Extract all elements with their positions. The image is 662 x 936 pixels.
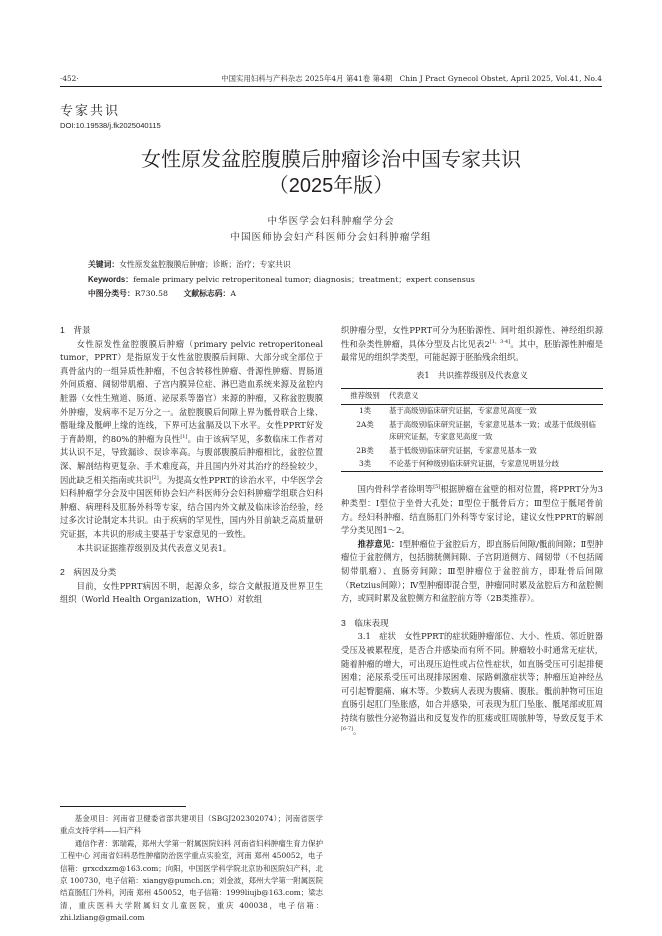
citation: [6-7] (341, 726, 353, 733)
clc-value: R730.58 (134, 289, 168, 298)
table-1 (341, 388, 603, 472)
citation: [5] (433, 484, 441, 491)
section-1-heading: 1 背景 (60, 325, 91, 335)
table-header-cell: 代表意义 (389, 389, 603, 405)
funding-text: 基金项目：河南省卫健委省部共建项目（SBGJ202302074）；河南省医学重点支持学科——妇产科 (60, 814, 323, 836)
author-groups (60, 214, 602, 246)
section-3-heading: 3 临床表现 (341, 617, 389, 628)
table-cell-meaning: 不论基于何种级别临床研究证据，专家意见明显分歧 (389, 458, 603, 472)
paragraph-table-ref: 本共识证据推荐级别及其代表意义见表1。 (76, 542, 232, 553)
running-header (60, 72, 602, 87)
table-cell-level: 2A类 (356, 419, 374, 429)
paragraph-anatomical-types: 国内骨科学者徐明等[5]根据肿瘤在盆壁的相对位置，将PPRT分为3种类型：Ⅰ型位于坐骨大孔处；Ⅱ型位于骶骨后方；Ⅲ型位于骶尾骨前方。经妇科肿瘤、结直肠肛门外科等专家讨论，建议女性PPRT的解剖学分类见图1～2。 (341, 484, 603, 536)
title-line-2: （2025年版） (268, 175, 394, 197)
paragraph-symptoms: 3.1 症状 女性PPRT的症状随肿瘤部位、大小、性质、邻近脏器受压及被累程度，是否合并感染而有所不同。肿瘤较小时通常无症状，随着肿瘤的增大，可出现压迫性或占位性症状，如直肠受压可引起排便困难；泌尿系受压可出现排尿困难、尿路刺激症状等；肿瘤压迫神经丛可引起臀腿痛、麻木等。少数病人表现为腹痛、腹胀。骶前肿物可压迫直肠引起肛门坠胀感，如合并感染，可表现为肛门坠胀、骶尾部或肛周持续有脓性分泌物溢出和反复发作的肛瘘或肛周脓肿等，导致反复手术[6-7]。 (341, 631, 603, 737)
classification (88, 287, 602, 302)
table-cell-level: 2B类 (356, 445, 374, 455)
paragraph-etiology: 目前，女性PPRT病因不明，起源众多，综合文献报道及世界卫生组织（World Health Organization，WHO）对软组 (60, 580, 323, 605)
author-line-1: 中华医学会妇科肿瘤学分会 (267, 216, 395, 227)
citation: [1，3-4] (489, 338, 511, 345)
keywords-cn-label: 关键词： (88, 260, 120, 269)
table-header-row (341, 389, 603, 405)
keywords-en-value: female primary pelvic retroperitoneal tumor; diagnosis；treatment；expert consensus (133, 274, 475, 284)
paragraph-recommendation: 推荐意见：Ⅰ型肿瘤位于盆腔后方，即直肠后间隙/骶前间隙；Ⅱ型肿瘤位于盆腔侧方，包括膀胱侧间隙、子宫阴道侧方、阔韧带（不包括阔韧带肌瘤）、直肠旁间隙；Ⅲ型肿瘤位于盆腔前方，即耻骨后间隙（Retzius间隙）；Ⅳ型肿瘤即混合型，肿瘤同时累及盆腔后方和盆腔侧方，或同时累及盆腔侧方和盆腔前方等（2B类推荐）。 (341, 538, 603, 604)
table-cell-meaning: 基于高级别临床研究证据，专家意见高度一致 (389, 406, 537, 416)
journal-info: 中国实用妇科与产科杂志 2025年4月 第41卷 第4期 Chin J Pract Gynecol Obstet, April 2025, Vol.41, No.4 (221, 74, 602, 83)
table-cell-level: 3类 (341, 458, 389, 472)
right-column (341, 324, 603, 739)
table-header-cell: 推荐级别 (341, 389, 389, 405)
citation: [2] (151, 474, 159, 481)
keywords-cn-value: 女性原发盆腔腹膜后肿瘤；诊断；治疗；专家共识 (119, 260, 291, 269)
table-row (341, 444, 603, 458)
citation: [1] (180, 433, 188, 440)
keywords-en (88, 273, 602, 288)
left-column (60, 324, 323, 607)
page-number: ·452· (60, 74, 79, 83)
table-row (341, 418, 603, 444)
recommendation-label: 推荐意见： (357, 538, 400, 549)
paragraph-background: 女性原发性盆腔腹膜后肿瘤（primary pelvic retroperitoneal tumor，PPRT）是指原发于女性盆腔腹膜后间隙、大部分或全部位于真骨盆内的一组异质性肿瘤，不包含转移性肿瘤、骨源性肿瘤、胃肠道外间质瘤、阔韧带肌瘤、子宫内膜异位症、淋巴造血系统来源及盆腔内脏器（女性生殖道、肠道、泌尿系等器官）来源的肿瘤，又称盆腔腹膜外肿瘤，发病率不足万分之一。盆腔腹膜后间隙上界为骶骨联合上缘、髂耻缘及骶岬上缘的连线，下界可达盆膈及以下水平。女性PPRT好发于育龄期，约80%的肿瘤为良性[1]。由于该病罕见，多数临床工作者对其认识不足，导致漏诊、误诊率高。与腹部腹膜后肿瘤相比，盆腔位置深、解剖结构更复杂、手术难度高，并且国内外对其治疗的经验较少，因此缺乏相关指南或共识[2]。为提高女性PPRT的诊治水平，中华医学会妇科肿瘤学分会及中国医师协会妇产科医师分会妇科肿瘤学组联合妇科肿瘤、病理科及肛肠外科等专家，结合国内外文献及临床诊治经验，经过多次讨论制定本共识。由于疾病的罕见性，国内外目前缺乏高质量研究证据，本共识的形成主要基于专家意见的一致性。 (60, 338, 323, 539)
keywords-cn (88, 258, 602, 273)
doc-code-label: 文献标志码： (183, 289, 231, 298)
title-line-1: 女性原发盆腔腹膜后肿瘤诊治中国专家共识 (141, 149, 521, 171)
section-2-heading: 2 病因及分类 (60, 567, 117, 578)
author-line-2: 中国医师协会妇产科医师分会妇科肿瘤学组 (230, 232, 432, 243)
table-cell-meaning: 基于低级别临床研究证据，专家意见基本一致 (389, 445, 537, 455)
footnote-funding (60, 806, 323, 925)
footnote-rule (60, 806, 186, 807)
clc-label: 中图分类号： (88, 289, 135, 298)
keywords-en-label: Keywords： (88, 274, 134, 284)
column-tag: 专家共识 (60, 104, 121, 119)
table-cell-meaning: 基于高级别临床研究证据，专家意见基本一致；或基于低级别临床研究证据，专家意见高度一致 (389, 419, 596, 442)
paragraph-classification: 织肿瘤分型，女性PPRT可分为胚胎源性、间叶组织源性、神经组织源性和杂类性肿瘤，具体分型及占比见表2[1，3-4]。其中，胚胎源性肿瘤是最常见的组织学类型，可能起源于胚胎残余组织。 (341, 325, 603, 363)
corresponding-authors: 通信作者：郭瑞霞，郑州大学第一附属医院妇科 河南省妇科肿瘤生育力保护工程中心 河南省妇科恶性肿瘤防治医学重点实验室，河南 郑州 450052，电子信箱：grxcdxzm@163.com；向阳，中国医学科学院北京协和医院妇产科，北京 100730，电子信箱：xiangy@pumch.cn；刘金波，郑州大学第一附属医院结直肠肛门外科，河南 郑州 450052，电子信箱：1999liujb@163.com；梁志清，重庆医科大学附属妇女儿童医院，重庆 400038，电子信箱：zhi.lzliang@gmail.com (60, 838, 323, 923)
doc-code-value: A (230, 289, 236, 298)
article-title (60, 147, 602, 199)
table-cell-level: 1类 (358, 406, 372, 416)
doi: DOI:10.19538/j.fk2025040115 (60, 121, 161, 130)
table-row (341, 458, 603, 472)
table-row (341, 404, 603, 418)
table-1-caption: 表1 共识推荐级别及代表意义 (416, 369, 528, 380)
article-meta (88, 258, 602, 302)
